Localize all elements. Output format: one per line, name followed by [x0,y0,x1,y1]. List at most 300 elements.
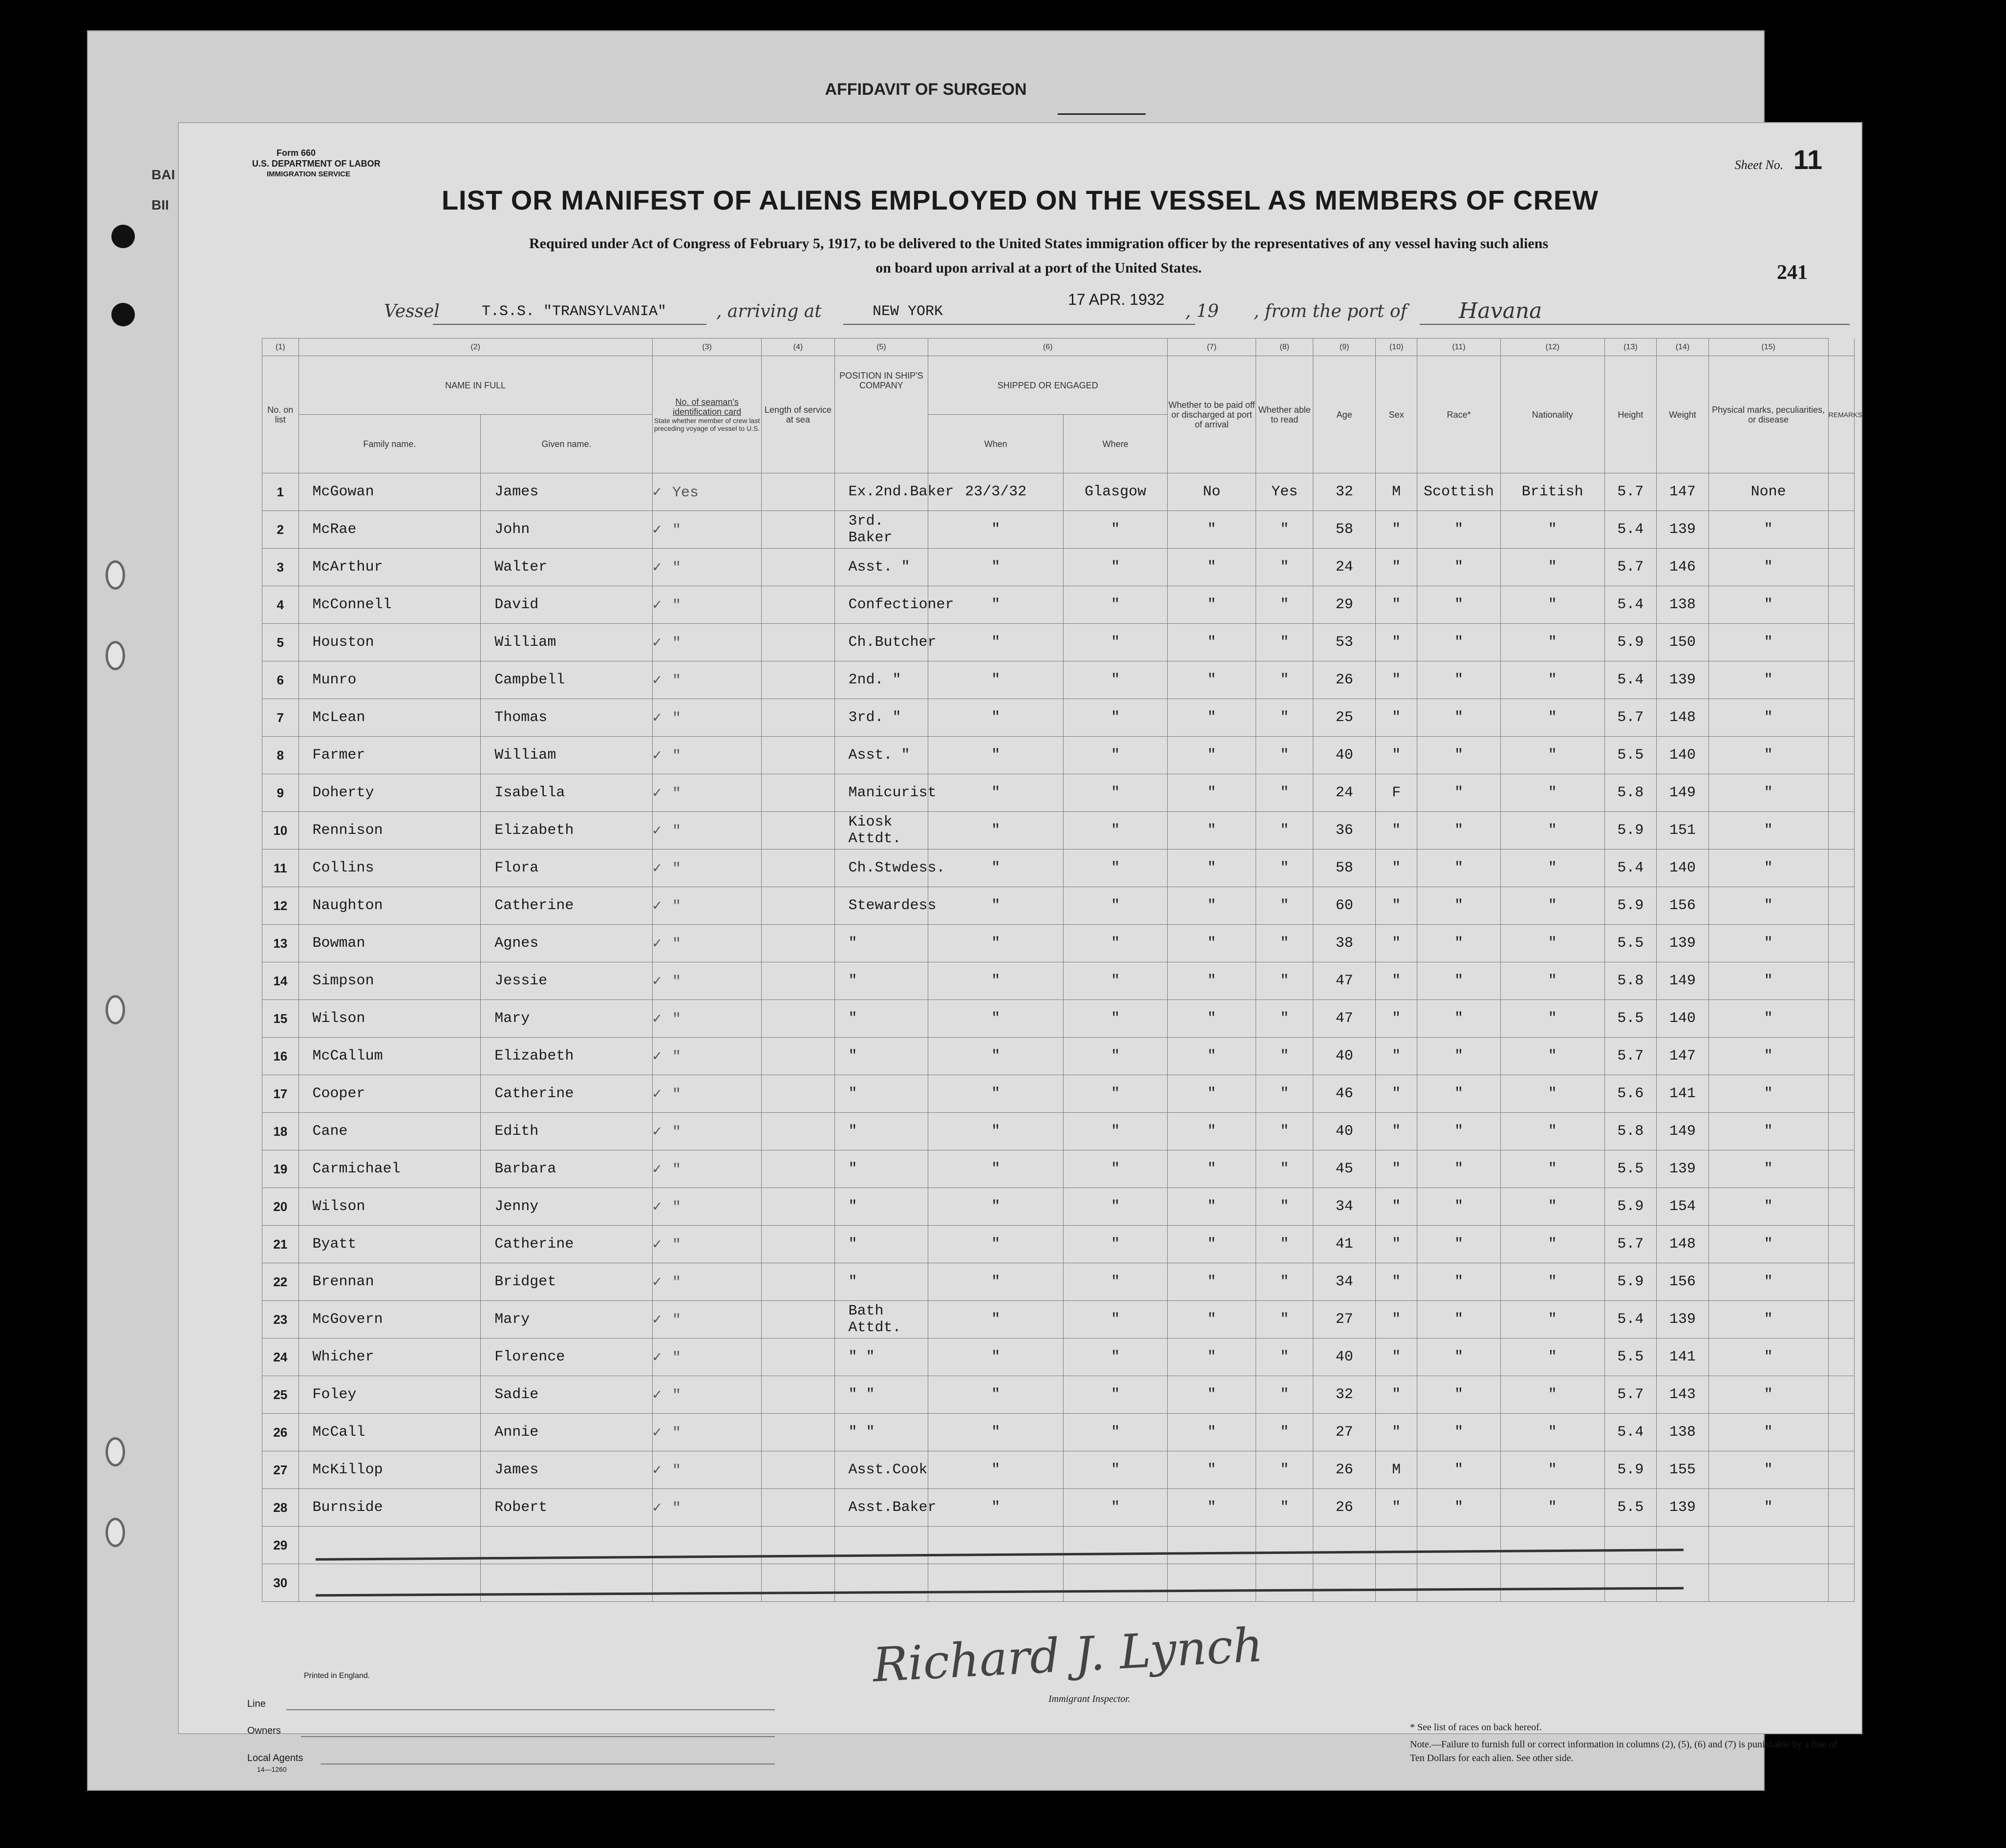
race-cell: " [1417,1038,1500,1075]
remarks-cell [1828,1338,1854,1376]
sex-cell: " [1376,925,1417,962]
family-name-cell: McGovern [299,1301,481,1338]
seamans-card-value: " [672,860,681,877]
check-mark-icon: ✓ [652,1011,662,1028]
shipped-when-cell: " [928,1301,1064,1338]
shipped-where-cell: " [1064,1188,1168,1226]
family-name-cell: Byatt [299,1226,481,1263]
punch-hole [111,225,135,248]
shipped-when-cell: " [928,1414,1064,1451]
col-num: (6) [928,339,1168,356]
check-mark-icon: ✓ [652,1274,662,1291]
position-cell: " [834,1226,928,1263]
paid-off-cell: " [1168,1226,1256,1263]
height-cell: 5.7 [1604,1038,1657,1075]
seamans-card-cell [652,586,762,624]
sex-cell: " [1376,850,1417,887]
punch-ring [106,1518,125,1547]
col-num: (11) [1417,339,1500,356]
weight-cell: 141 [1657,1075,1709,1113]
given-name-cell: Catherine [481,887,652,925]
seamans-card-value: " [672,1011,681,1028]
weight-cell: 156 [1657,1263,1709,1301]
family-name-cell: McRae [299,511,481,549]
position-cell: 3rd. " [834,699,928,737]
shipped-when-cell: " [928,1226,1064,1263]
nationality-cell: " [1500,1188,1604,1226]
seamans-card-value: " [672,785,681,802]
age-cell: 40 [1313,1113,1376,1150]
shipped-where-cell: " [1064,661,1168,699]
race-cell: " [1417,1301,1500,1338]
row-number-cell: 18 [262,1113,299,1150]
able-read-cell: " [1256,1038,1313,1075]
shipped-where-cell: " [1064,699,1168,737]
table-row [262,1489,1855,1527]
length-service-cell [762,624,834,661]
seamans-card-cell [652,511,762,549]
age-cell: 25 [1313,699,1376,737]
table-row [262,1113,1855,1150]
punch-ring [106,641,125,670]
given-name-cell: Bridget [481,1263,652,1301]
remarks-cell [1828,962,1854,1000]
height-cell: 5.5 [1604,925,1657,962]
sex-cell: " [1376,1301,1417,1338]
row-number-cell: 27 [262,1451,299,1489]
check-mark-icon: ✓ [652,747,662,765]
row-number-cell: 24 [262,1338,299,1376]
nationality-cell: " [1500,1226,1604,1263]
family-name-cell: Simpson [299,962,481,1000]
able-read-cell: " [1256,624,1313,661]
age-cell: 38 [1313,925,1376,962]
position-cell: " [834,1188,928,1226]
weight-cell: 140 [1657,1000,1709,1038]
date-stamp: 17 APR. 1932 [1068,291,1165,308]
race-cell: " [1417,962,1500,1000]
remarks-cell [1828,1451,1854,1489]
shipped-when-cell: " [928,925,1064,962]
able-read-cell: " [1256,586,1313,624]
paid-off-cell: " [1168,1338,1256,1376]
height-cell: 5.8 [1604,774,1657,812]
physical-marks-cell: " [1708,812,1828,850]
column-number-row [262,339,1855,356]
position-cell: Ch.Butcher [834,624,928,661]
seamans-card-cell [652,1000,762,1038]
col-num: (10) [1376,339,1417,356]
seamans-card-value: " [672,522,681,539]
shipped-when-cell: " [928,850,1064,887]
sheet-label: Sheet No. [1734,158,1784,172]
table-row [262,624,1855,661]
physical-marks-cell: " [1708,1376,1828,1414]
weight-cell: 138 [1657,586,1709,624]
race-cell: " [1417,1338,1500,1376]
sex-cell: " [1376,1188,1417,1226]
printed-note: Printed in England. [304,1672,370,1680]
remarks-cell [1828,1564,1854,1602]
length-service-cell [762,962,834,1000]
given-name-cell: Elizabeth [481,1038,652,1075]
given-name-cell: Mary [481,1301,652,1338]
length-service-cell [762,925,834,962]
family-name-cell: Wilson [299,1188,481,1226]
given-name-cell: Isabella [481,774,652,812]
check-mark-icon: ✓ [652,935,662,953]
seamans-card-cell [652,925,762,962]
nationality-cell: " [1500,962,1604,1000]
shipped-when-cell: " [928,661,1064,699]
nationality-cell: " [1500,699,1604,737]
row-number-cell: 6 [262,661,299,699]
nationality-cell: " [1500,1263,1604,1301]
shipped-where-cell: " [1064,887,1168,925]
age-cell: 53 [1313,624,1376,661]
check-mark-icon: ✓ [652,1124,662,1141]
nationality-cell: " [1500,549,1604,586]
seamans-card-value: " [672,1086,681,1103]
col-num: (12) [1500,339,1604,356]
length-service-cell [762,1301,834,1338]
sex-cell: F [1376,774,1417,812]
position-cell: 3rd. Baker [834,511,928,549]
position-cell: " [834,1150,928,1188]
nationality-cell: " [1500,586,1604,624]
physical-marks-cell: " [1708,1489,1828,1527]
row-number-cell: 13 [262,925,299,962]
length-service-cell [762,661,834,699]
height-cell: 5.7 [1604,549,1657,586]
table-row [262,1188,1855,1226]
table-row [262,699,1855,737]
length-service-cell [762,1489,834,1527]
able-read-cell: " [1256,774,1313,812]
race-cell: " [1417,1075,1500,1113]
family-name-cell: Houston [299,624,481,661]
height-cell: 5.9 [1604,887,1657,925]
race-cell: " [1417,1113,1500,1150]
family-name-cell: Brennan [299,1263,481,1301]
weight-cell: 149 [1657,774,1709,812]
col-weight: Weight [1657,356,1709,473]
shipped-where-cell: Glasgow [1064,473,1168,511]
row-number-cell: 22 [262,1263,299,1301]
paid-off-cell: " [1168,850,1256,887]
length-service-cell [762,1527,834,1564]
length-service-cell [762,473,834,511]
table-row [262,1150,1855,1188]
col-age: Age [1313,356,1376,473]
sex-cell: " [1376,1000,1417,1038]
race-cell: " [1417,1451,1500,1489]
shipped-when-cell: " [928,1263,1064,1301]
race-cell: " [1417,1188,1500,1226]
row-number-cell: 17 [262,1075,299,1113]
arrival-port: NEW YORK [873,303,943,320]
height-cell: 5.7 [1604,699,1657,737]
seamans-card-cell [652,1038,762,1075]
paid-off-cell: " [1168,1038,1256,1075]
able-read-cell: " [1256,1414,1313,1451]
affidavit-title: AFFIDAVIT OF SURGEON [825,80,1027,99]
col-num: (1) [262,339,299,356]
shipped-when-cell: " [928,549,1064,586]
paid-off-cell [1168,1564,1256,1602]
remarks-cell [1828,699,1854,737]
seamans-card-value: " [672,710,681,727]
family-name-cell: McCallum [299,1038,481,1075]
check-mark-icon: ✓ [652,898,662,915]
check-mark-icon: ✓ [652,635,662,652]
position-cell: Confectioner [834,586,928,624]
position-cell: " [834,1000,928,1038]
physical-marks-cell [1708,1527,1828,1564]
shipped-where-cell: " [1064,737,1168,774]
sex-cell: " [1376,1414,1417,1451]
check-mark-icon: ✓ [652,559,662,576]
length-service-cell [762,850,834,887]
position-cell: " " [834,1414,928,1451]
seamans-card-value: " [672,1199,681,1216]
paid-off-cell: " [1168,586,1256,624]
check-mark-icon: ✓ [652,785,662,802]
position-cell: " [834,962,928,1000]
check-mark-icon: ✓ [652,1086,662,1103]
seamans-card-cell [652,1188,762,1226]
length-service-cell [762,1376,834,1414]
shipped-where-cell: " [1064,1000,1168,1038]
physical-marks-cell: " [1708,1414,1828,1451]
weight-cell: 151 [1657,812,1709,850]
able-read-cell: " [1256,549,1313,586]
length-service-cell [762,1075,834,1113]
physical-marks-cell: " [1708,1150,1828,1188]
shipped-when-cell: " [928,887,1064,925]
physical-marks-cell: " [1708,1451,1828,1489]
physical-marks-cell: " [1708,549,1828,586]
given-name-cell: Barbara [481,1150,652,1188]
length-service-cell [762,1150,834,1188]
able-read-cell: " [1256,1451,1313,1489]
paid-off-cell: " [1168,887,1256,925]
col-given-name: Given name. [481,415,652,473]
check-mark-icon: ✓ [652,860,662,877]
punch-ring [106,560,125,590]
nationality-cell: " [1500,661,1604,699]
table-row [262,1263,1855,1301]
physical-marks-cell: " [1708,624,1828,661]
check-mark-icon: ✓ [652,1349,662,1366]
age-cell: 36 [1313,812,1376,850]
table-row [262,1000,1855,1038]
length-service-cell [762,699,834,737]
seamans-card-value: " [672,898,681,915]
remarks-cell [1828,1489,1854,1527]
seamans-card-cell [652,473,762,511]
seamans-card-value: " [672,935,681,953]
given-name-cell: Catherine [481,1075,652,1113]
seamans-card-value: " [672,1500,681,1517]
col-num: (15) [1708,339,1828,356]
given-name-cell: Flora [481,850,652,887]
position-cell: Asst.Baker [834,1489,928,1527]
shipped-when-cell: " [928,774,1064,812]
able-read-cell: " [1256,850,1313,887]
physical-marks-cell: " [1708,1188,1828,1226]
position-cell: " [834,1263,928,1301]
weight-cell: 146 [1657,549,1709,586]
given-name-cell: Jenny [481,1188,652,1226]
able-read-cell: " [1256,1000,1313,1038]
seamans-card-value: " [672,1274,681,1291]
row-number-cell: 1 [262,473,299,511]
weight-cell: 148 [1657,699,1709,737]
shipped-when-cell: 23/3/32 [928,473,1064,511]
position-cell: 2nd. " [834,661,928,699]
seamans-card-value: " [672,1312,681,1329]
remarks-cell [1828,850,1854,887]
able-read-cell: " [1256,1075,1313,1113]
able-read-cell: Yes [1256,473,1313,511]
nationality-cell: " [1500,850,1604,887]
sex-cell: " [1376,624,1417,661]
length-service-cell [762,1000,834,1038]
shipped-where-cell: " [1064,1451,1168,1489]
height-cell: 5.9 [1604,1451,1657,1489]
height-cell: 5.4 [1604,511,1657,549]
shipped-where-cell [1064,1564,1168,1602]
able-read-cell: " [1256,1226,1313,1263]
age-cell: 29 [1313,586,1376,624]
seamans-card-value: " [672,823,681,840]
row-number-cell: 20 [262,1188,299,1226]
weight-cell: 139 [1657,1301,1709,1338]
check-mark-icon: ✓ [652,973,662,990]
race-cell: Scottish [1417,473,1500,511]
physical-marks-cell: " [1708,850,1828,887]
line-label: Line [247,1699,266,1709]
height-cell: 5.7 [1604,473,1657,511]
weight-cell: 147 [1657,473,1709,511]
race-cell: " [1417,737,1500,774]
race-cell: " [1417,1226,1500,1263]
form-header [252,148,381,180]
shipped-when-cell: " [928,1150,1064,1188]
weight-cell: 154 [1657,1188,1709,1226]
given-name-cell: John [481,511,652,549]
table-row [262,586,1855,624]
table-row [262,549,1855,586]
sex-cell: " [1376,1489,1417,1527]
family-name-cell: Cane [299,1113,481,1150]
nationality-cell: British [1500,473,1604,511]
table-row [262,925,1855,962]
race-cell: " [1417,1489,1500,1527]
shipped-when-cell: " [928,1338,1064,1376]
sex-cell: " [1376,1038,1417,1075]
arriving-label: , arriving at [716,301,822,321]
physical-marks-cell: " [1708,1226,1828,1263]
physical-marks-cell: " [1708,737,1828,774]
signature-title: Immigrant Inspector. [1048,1694,1131,1704]
position-cell: Manicurist [834,774,928,812]
race-cell: " [1417,699,1500,737]
able-read-cell: " [1256,1188,1313,1226]
nationality-cell: " [1500,1301,1604,1338]
weight-cell: 139 [1657,1150,1709,1188]
able-read-cell: " [1256,887,1313,925]
height-cell: 5.7 [1604,1226,1657,1263]
able-read-cell: " [1256,661,1313,699]
height-cell: 5.8 [1604,1113,1657,1150]
age-cell: 40 [1313,1338,1376,1376]
shipped-where-cell: " [1064,925,1168,962]
shipped-when-cell: " [928,624,1064,661]
shipped-where-cell: " [1064,1301,1168,1338]
position-cell: " [834,925,928,962]
physical-marks-cell: " [1708,1263,1828,1301]
race-cell: " [1417,1263,1500,1301]
check-mark-icon: ✓ [652,823,662,840]
nationality-cell: " [1500,1150,1604,1188]
height-cell: 5.5 [1604,1150,1657,1188]
nationality-cell: " [1500,1489,1604,1527]
remarks-cell [1828,925,1854,962]
position-cell: Asst.Cook [834,1451,928,1489]
paid-off-cell: " [1168,962,1256,1000]
height-cell: 5.7 [1604,1376,1657,1414]
given-name-cell: Catherine [481,1226,652,1263]
shipped-when-cell [928,1564,1064,1602]
sex-cell: M [1376,1451,1417,1489]
seamans-card-value: " [672,747,681,765]
given-name-cell: Jessie [481,962,652,1000]
col-physical: Physical marks, peculiarities, or disease [1708,356,1828,473]
paid-off-cell: " [1168,624,1256,661]
given-name-cell: James [481,1451,652,1489]
able-read-cell: " [1256,1263,1313,1301]
given-name-cell: Edith [481,1113,652,1150]
side-mark-2: BII [151,197,169,212]
length-service-cell [762,1226,834,1263]
given-name-cell: Florence [481,1338,652,1376]
agents-label: Local Agents [247,1753,303,1763]
shipped-when-cell: " [928,962,1064,1000]
family-name-cell: Rennison [299,812,481,850]
age-cell: 24 [1313,774,1376,812]
position-cell: " [834,1113,928,1150]
paid-off-cell: " [1168,549,1256,586]
position-cell: " [834,1075,928,1113]
seamans-card-cell [652,1376,762,1414]
age-cell: 26 [1313,661,1376,699]
family-name-cell: McGowan [299,473,481,511]
able-read-cell: " [1256,699,1313,737]
family-name-cell: Burnside [299,1489,481,1527]
year-label: , 19 [1185,301,1219,321]
table-row [262,1301,1855,1338]
side-mark-1: BAI [151,167,175,182]
paid-off-cell: " [1168,925,1256,962]
given-name-cell: Thomas [481,699,652,737]
given-name-cell: David [481,586,652,624]
seamans-card-cell [652,737,762,774]
family-name-cell: Naughton [299,887,481,925]
table-row [262,962,1855,1000]
vessel-label: Vessel [384,301,440,321]
